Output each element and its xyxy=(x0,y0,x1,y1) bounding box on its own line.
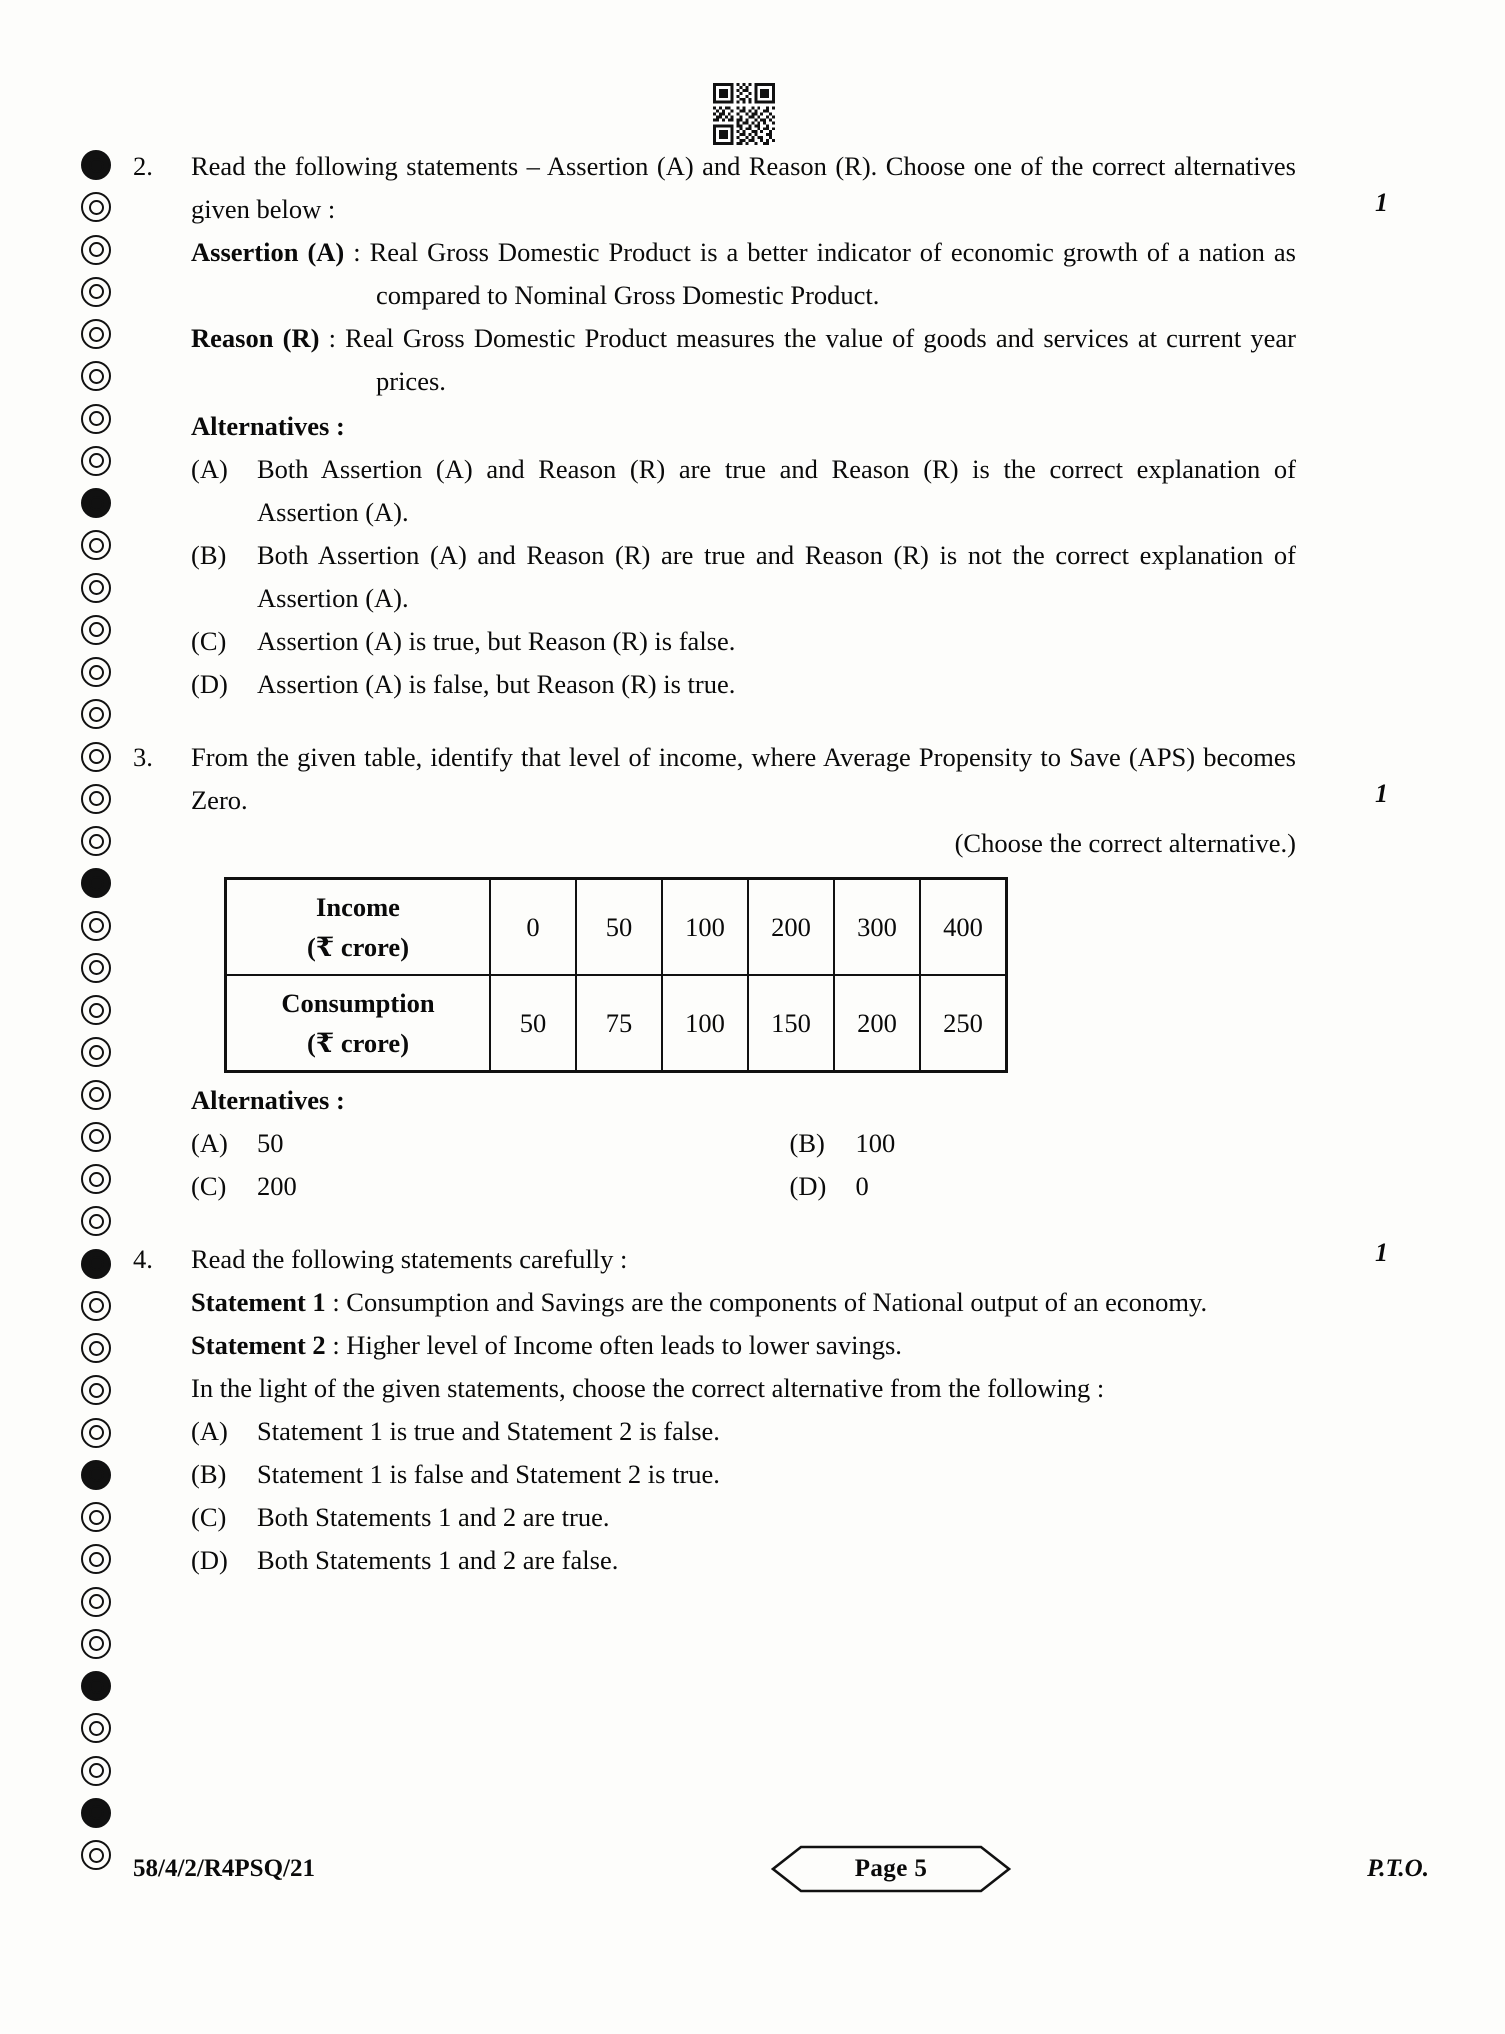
page-footer xyxy=(133,1845,1429,1893)
binding-ring xyxy=(81,1713,111,1743)
binding-ring xyxy=(81,1333,111,1363)
option-text: Statement 1 is false and Statement 2 is true. xyxy=(257,1459,720,1489)
question-3-number: 3. xyxy=(133,742,153,772)
binding-ring xyxy=(81,742,111,772)
binding-ring xyxy=(81,1544,111,1574)
row-header-income-line2: (₹ crore) xyxy=(306,932,410,962)
option-key: (B) xyxy=(191,540,227,570)
page-label: Page 5 xyxy=(854,1855,928,1882)
binding-ring xyxy=(81,1418,111,1448)
binding-ring xyxy=(81,488,111,518)
question-2 xyxy=(133,145,1388,706)
question-4 xyxy=(133,1238,1388,1582)
question-2-stem: Read the following statements – Assertion (A) and Reason (R). Choose one of the correct alternatives given below : xyxy=(191,151,1296,224)
binding-ring xyxy=(81,192,111,222)
table-row-income xyxy=(226,879,1007,976)
option-text: Assertion (A) is false, but Reason (R) is true. xyxy=(257,669,736,699)
option-key: (C) xyxy=(191,1171,227,1201)
question-3-marks: 1 xyxy=(1375,779,1388,808)
option-key: (C) xyxy=(191,626,227,656)
option-text: 50 xyxy=(257,1128,284,1158)
question-3 xyxy=(133,736,1388,1208)
binding-ring xyxy=(81,615,111,645)
option-text: Statement 1 is true and Statement 2 is false. xyxy=(257,1416,720,1446)
binding-ring xyxy=(81,1206,111,1236)
binding-ring xyxy=(81,911,111,941)
option-key: (D) xyxy=(789,1171,827,1201)
statement-2-text: : Higher level of Income often leads to lower savings. xyxy=(325,1330,902,1360)
question-3-option-a[interactable] xyxy=(191,1122,790,1165)
binding-ring xyxy=(81,319,111,349)
question-4-option-b[interactable] xyxy=(191,1453,1388,1496)
binding-ring xyxy=(81,1460,111,1490)
option-text: 100 xyxy=(855,1128,896,1158)
question-2-reason xyxy=(191,317,1388,403)
binding-ring xyxy=(81,1798,111,1828)
binding-ring xyxy=(81,657,111,687)
cell-income-0: 0 xyxy=(490,879,576,976)
option-key: (A) xyxy=(191,1128,228,1158)
assertion-label: Assertion (A) xyxy=(191,237,345,267)
reason-label: Reason (R) xyxy=(191,323,320,353)
cell-consumption-3: 150 xyxy=(748,975,834,1072)
cell-income-5: 400 xyxy=(920,879,1007,976)
binding-ring xyxy=(81,1249,111,1279)
binding-ring xyxy=(81,150,111,180)
option-key: (B) xyxy=(191,1459,227,1489)
binding-ring xyxy=(81,361,111,391)
question-4-option-c[interactable] xyxy=(191,1496,1388,1539)
binding-ring xyxy=(81,277,111,307)
binding-ring xyxy=(81,1756,111,1786)
question-4-marks: 1 xyxy=(1375,1238,1388,1267)
option-key: (D) xyxy=(191,669,228,699)
option-text: 0 xyxy=(855,1171,869,1201)
question-3-option-d[interactable] xyxy=(790,1165,1389,1208)
option-key: (B) xyxy=(789,1128,825,1158)
cell-consumption-0: 50 xyxy=(490,975,576,1072)
row-header-consumption-line1: Consumption xyxy=(281,988,435,1018)
option-text: 200 xyxy=(257,1171,297,1201)
binding-ring xyxy=(81,1375,111,1405)
question-2-marks: 1 xyxy=(1375,188,1388,217)
pto-label: P.T.O. xyxy=(1367,1855,1429,1882)
assertion-text: : Real Gross Domestic Product is a better indicator of economic growth of a nation as compared to Nominal Gross Domestic Product. xyxy=(344,237,1296,310)
option-text: Both Assertion (A) and Reason (R) are true and Reason (R) is the correct explanation of Assertion (A). xyxy=(257,454,1296,527)
option-key: (D) xyxy=(191,1545,228,1575)
qr-code-icon xyxy=(713,83,775,145)
binding-ring xyxy=(81,995,111,1025)
question-2-option-c[interactable] xyxy=(191,620,1388,663)
option-key: (A) xyxy=(191,454,228,484)
binding-ring xyxy=(81,1629,111,1659)
question-2-assertion xyxy=(191,231,1388,317)
binding-ring xyxy=(81,1122,111,1152)
cell-income-1: 50 xyxy=(576,879,662,976)
statement-1-text: : Consumption and Savings are the components of National output of an economy. xyxy=(325,1287,1208,1317)
cell-consumption-4: 200 xyxy=(834,975,920,1072)
question-4-statement-2 xyxy=(191,1324,1388,1367)
binding-ring xyxy=(81,530,111,560)
cell-income-4: 300 xyxy=(834,879,920,976)
question-2-number: 2. xyxy=(133,151,153,181)
question-4-stem: Read the following statements carefully : xyxy=(191,1244,628,1274)
option-text: Both Assertion (A) and Reason (R) are true and Reason (R) is not the correct explanation of Assertion (A). xyxy=(257,540,1296,613)
binding-ring xyxy=(81,1080,111,1110)
question-3-note: (Choose the correct alternative.) xyxy=(954,828,1296,858)
paper-code: 58/4/2/R4PSQ/21 xyxy=(133,1855,315,1882)
option-text: Both Statements 1 and 2 are false. xyxy=(257,1545,619,1575)
spiral-binding xyxy=(76,150,116,1870)
cell-income-3: 200 xyxy=(748,879,834,976)
binding-ring xyxy=(81,953,111,983)
row-header-consumption-line2: (₹ crore) xyxy=(306,1028,410,1058)
option-text: Both Statements 1 and 2 are true. xyxy=(257,1502,610,1532)
binding-ring xyxy=(81,699,111,729)
question-2-option-d[interactable] xyxy=(191,663,1388,706)
question-3-option-c[interactable] xyxy=(191,1165,790,1208)
row-header-consumption xyxy=(226,975,491,1072)
question-paper-content xyxy=(133,145,1388,1582)
option-key: (C) xyxy=(191,1502,227,1532)
binding-ring xyxy=(81,826,111,856)
cell-consumption-2: 100 xyxy=(662,975,748,1072)
question-2-alternatives-label: Alternatives : xyxy=(191,411,345,441)
question-4-option-d[interactable] xyxy=(191,1539,1388,1582)
binding-ring xyxy=(81,573,111,603)
question-4-closing: In the light of the given statements, choose the correct alternative from the following : xyxy=(191,1373,1105,1403)
question-3-alternatives-label: Alternatives : xyxy=(191,1085,345,1115)
question-3-option-b[interactable] xyxy=(790,1122,1389,1165)
binding-ring xyxy=(81,1502,111,1532)
cell-consumption-1: 75 xyxy=(576,975,662,1072)
statement-1-label: Statement 1 xyxy=(191,1287,326,1317)
cell-income-2: 100 xyxy=(662,879,748,976)
question-2-option-a[interactable] xyxy=(191,448,1388,534)
question-4-number: 4. xyxy=(133,1244,153,1274)
question-2-option-b[interactable] xyxy=(191,534,1388,620)
option-text: Assertion (A) is true, but Reason (R) is false. xyxy=(257,626,736,656)
question-4-statement-1 xyxy=(191,1281,1388,1324)
income-consumption-table xyxy=(224,877,1388,1073)
binding-ring xyxy=(81,235,111,265)
binding-ring xyxy=(81,1671,111,1701)
row-header-income-line1: Income xyxy=(316,892,400,922)
question-4-option-a[interactable] xyxy=(191,1410,1388,1453)
binding-ring xyxy=(81,868,111,898)
option-key: (A) xyxy=(191,1416,228,1446)
row-header-income xyxy=(226,879,491,976)
page-banner xyxy=(553,1845,1229,1893)
statement-2-label: Statement 2 xyxy=(191,1330,326,1360)
table-row-consumption xyxy=(226,975,1007,1072)
cell-consumption-5: 250 xyxy=(920,975,1007,1072)
binding-ring xyxy=(81,1164,111,1194)
binding-ring xyxy=(81,1840,111,1870)
binding-ring xyxy=(81,1587,111,1617)
binding-ring xyxy=(81,446,111,476)
binding-ring xyxy=(81,784,111,814)
question-3-stem: From the given table, identify that level of income, where Average Propensity to Save (APS) becomes Zero. xyxy=(191,742,1296,815)
binding-ring xyxy=(81,1037,111,1067)
reason-text: : Real Gross Domestic Product measures the value of goods and services at current year prices. xyxy=(319,323,1296,396)
binding-ring xyxy=(81,404,111,434)
binding-ring xyxy=(81,1291,111,1321)
